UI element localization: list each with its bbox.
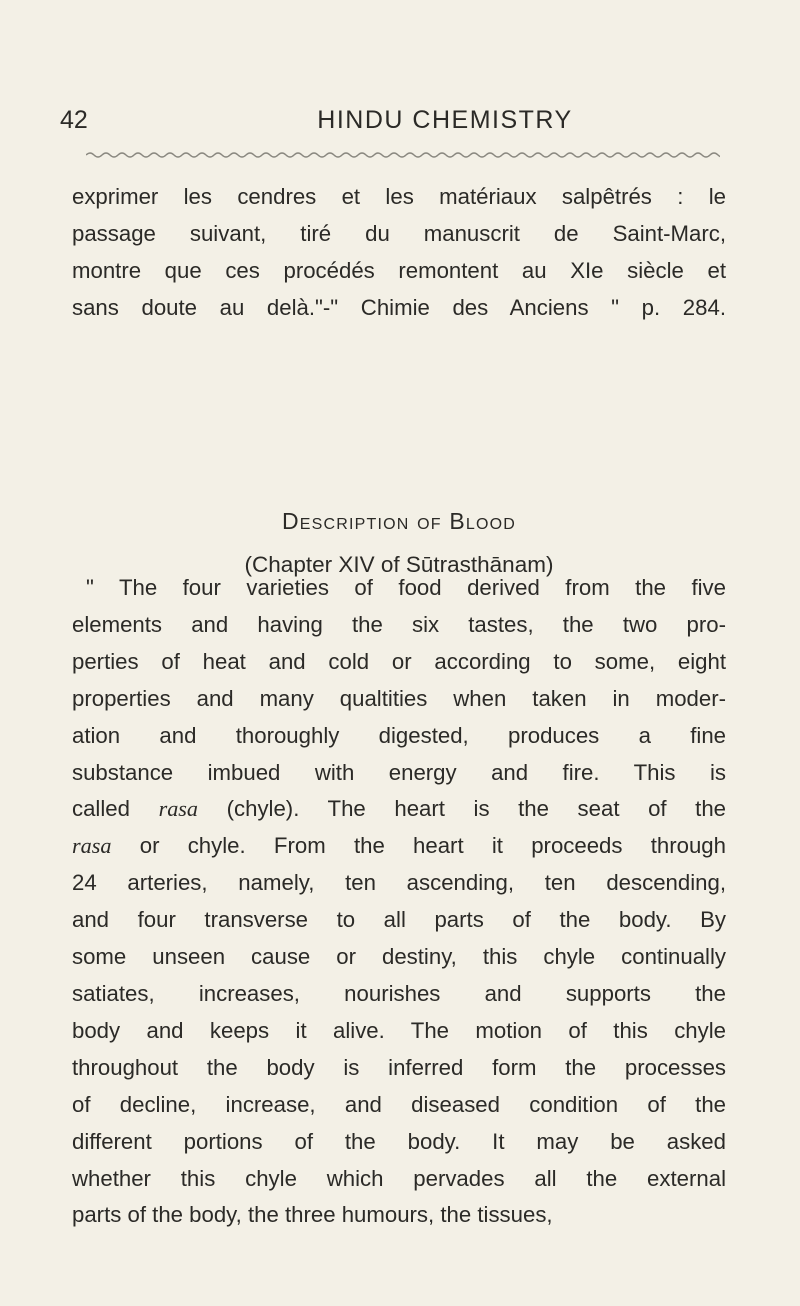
text-line: perties of heat and cold or according to some, eight (72, 648, 726, 674)
text-line: and four transverse to all parts of the body. By (72, 907, 726, 933)
text-line: exprimer les cendres et les matériaux salpêtrés : le (72, 184, 726, 209)
text-line: montre que ces procédés remontent au XIe siècle et (72, 257, 726, 283)
text-line-with-italic (72, 791, 726, 828)
running-head: HINDU CHEMISTRY (317, 106, 573, 134)
text-line: substance imbued with energy and fire. This is (72, 759, 726, 785)
text-line: whether this chyle which pervades all the external (72, 1165, 726, 1191)
text-line: body and keeps it alive. The motion of this chyle (72, 1017, 726, 1043)
text-line-with-italic (72, 828, 726, 865)
text-line: properties and many qualtities when taken in moder- (72, 685, 726, 711)
main-paragraph (72, 570, 726, 1234)
text-line: of decline, increase, and diseased condition of the (72, 1091, 726, 1117)
text-line: parts of the body, the three humours, the tissues, (72, 1202, 553, 1228)
text-line: throughout the body is inferred form the processes (72, 1054, 726, 1080)
text-line: satiates, increases, nourishes and supports the (72, 980, 726, 1006)
text-segment: called (72, 796, 159, 822)
text-line: passage suivant, tiré du manuscrit de Saint-Marc, (72, 220, 726, 246)
text-line: sans doute au delà."-" Chimie des Anciens " p. 284. (72, 294, 726, 320)
text-line: 24 arteries, namely, ten ascending, ten descending, (72, 870, 726, 896)
section-title: Description of Blood (281, 508, 517, 534)
italic-term: rasa (158, 796, 199, 822)
decorative-wavy-rule (86, 148, 720, 162)
italic-term: rasa (72, 833, 112, 859)
text-line: different portions of the body. It may be asked (72, 1128, 726, 1154)
text-line: ation and thoroughly digested, produces a fine (72, 722, 726, 748)
text-segment: (chyle). The heart is the seat of the (198, 796, 727, 822)
text-line: some unseen cause or destiny, this chyle continually (72, 944, 726, 970)
page-header (60, 106, 720, 146)
text-line: " The four varieties of food derived from the five (86, 575, 726, 600)
section-subtitle: (Chapter XIV of Sūtrasthānam) (244, 552, 554, 577)
text-line: elements and having the six tastes, the two pro- (72, 611, 726, 637)
page-number: 42 (60, 106, 88, 134)
top-paragraph (72, 179, 726, 327)
text-segment: or chyle. From the heart it proceeds through (111, 833, 726, 859)
